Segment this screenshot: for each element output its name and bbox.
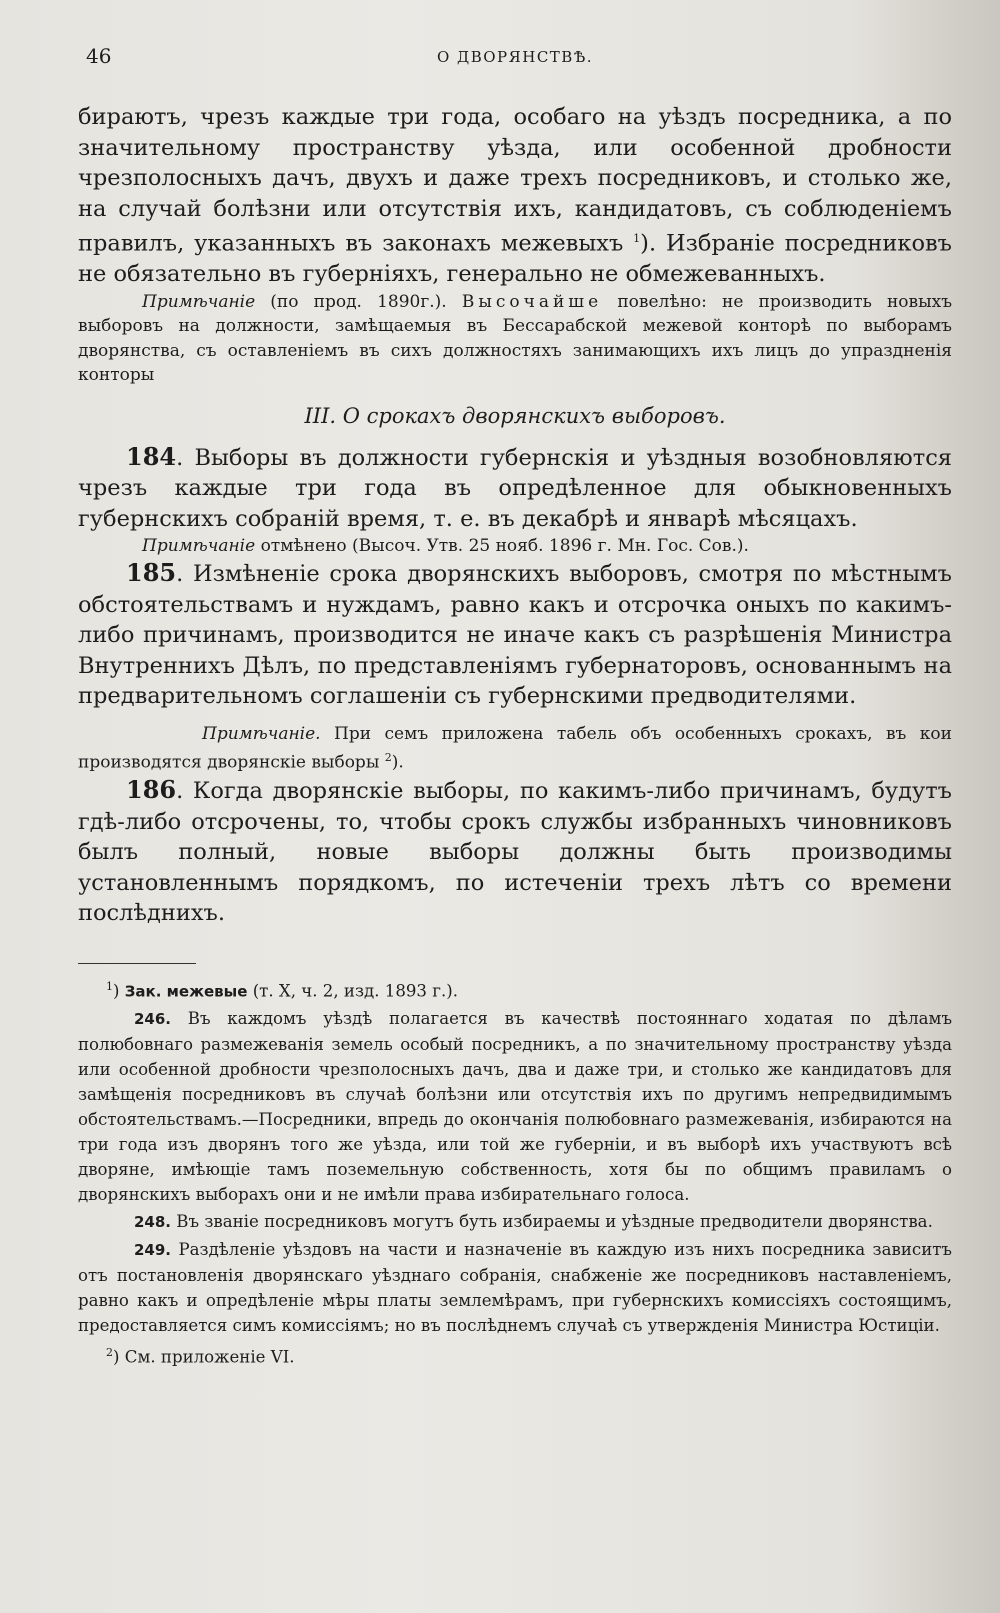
footnote-article-number: 248. xyxy=(134,1213,172,1232)
section-title: III. О срокахъ дворянскихъ выборовъ. xyxy=(304,403,726,428)
article-text: . Выборы въ должности губернскія и уѣздныя возобновляются чрезъ каждые три года въ опредѣленное для обыкновенныхъ губернскихъ собраній время, т. е. въ декабрѣ и январѣ мѣсяцахъ. xyxy=(78,444,952,532)
intro-end: . Избраніе посредниковъ не обязательно въ губерніяхъ, генерально не обмежеванныхъ. xyxy=(78,230,952,287)
footnote-article-246 xyxy=(78,1006,952,1207)
note-lead: Примѣчаніе. xyxy=(202,723,321,744)
footnote-ref-1[interactable]: 1 xyxy=(633,232,641,245)
article-186 xyxy=(78,775,952,929)
footnote-article-number: 249. xyxy=(134,1241,172,1260)
intro-paragraph xyxy=(78,102,952,290)
note-spaced-word: Высочайше xyxy=(461,291,603,312)
footnote-source: Зак. межевые xyxy=(124,982,248,1001)
note-end: ). xyxy=(391,752,404,773)
article-number: 184 xyxy=(126,441,177,471)
footnote-1 xyxy=(78,974,952,1005)
note-text: При семъ приложена табель объ особенныхъ срокахъ, въ кои производятся дворянскіе выборы xyxy=(78,723,952,773)
article-185 xyxy=(78,558,952,712)
footnote-article-number: 246. xyxy=(134,1010,172,1029)
intro-text: бираютъ, чрезъ каждые три года, особаго на уѣздъ посредника, а по значительному пространству уѣзда, или особенной дробности чрезполосныхъ дачъ, двухъ и даже трехъ посредниковъ, и столько же, на случай болѣзни или отсутствія ихъ, кандидатовъ, съ соблюденіемъ правилъ, указанныхъ въ законахъ межевыхъ xyxy=(78,104,952,257)
note-lead: Примѣчаніе xyxy=(142,536,256,556)
main-text xyxy=(78,102,952,929)
footnote-text: (т. X, ч. 2, изд. 1893 г.). xyxy=(252,981,458,1001)
page-header xyxy=(78,44,952,84)
footnote-ref-2[interactable]: 2 xyxy=(384,751,392,764)
note-lead: Примѣчаніе xyxy=(142,291,256,312)
note-text: отмѣнено (Высоч. Утв. 25 нояб. 1896 г. Мн. Гос. Сов.). xyxy=(260,536,749,556)
footnote-2 xyxy=(78,1340,952,1370)
intro-paren: ) xyxy=(640,230,649,257)
footnote-paren: ) xyxy=(113,981,125,1001)
note-185 xyxy=(78,722,952,776)
footnote-article-249 xyxy=(78,1237,952,1338)
footnote-mark: 2 xyxy=(106,1346,113,1360)
footnote-mark: 1 xyxy=(106,979,113,993)
note-text: повелѣно: не производить новыхъ выборовъ на должности, замѣщаемыя въ Бессарабской межевой конторѣ по выборамъ дворянства, съ оставленіемъ въ сихъ должностяхъ занимающихъ ихъ лицъ до упраздненія конторы xyxy=(78,291,953,385)
footnote-article-text: Въ званіе посредниковъ могутъ буть избираемы и уѣздные предводители дворянства. xyxy=(176,1212,933,1232)
footnote-article-text: Раздѣленіе уѣздовъ на части и назначеніе въ каждую изъ нихъ посредника зависитъ отъ постановленія дворянскаго уѣзднаго собранія, снабженіе же посредниковъ наставленіемъ, равно какъ и опредѣленіе мѣры платы землемѣрамъ, при губернскихъ комиссіяхъ состоящимъ, предоставляется симъ комиссіямъ; но въ послѣднемъ случаѣ съ утвержденія Министра Юстиціи. xyxy=(78,1240,952,1336)
running-head: О ДВОРЯНСТВѢ. xyxy=(436,48,594,66)
footnote-article-248 xyxy=(78,1209,952,1235)
note-1890 xyxy=(78,290,952,388)
article-number: 185 xyxy=(126,558,177,587)
note-ref: (по прод. 1890г.). xyxy=(270,291,447,312)
note-184 xyxy=(78,534,952,558)
article-number: 186 xyxy=(126,775,177,805)
article-184 xyxy=(78,442,952,535)
page-number: 46 xyxy=(86,44,112,68)
article-text: . Когда дворянскіе выборы, по какимъ-либо причинамъ, будутъ гдѣ-либо отсрочены, то, чтобы срокъ службы избранныхъ чиновниковъ былъ полный, новые выборы должны быть производимы установленнымъ порядкомъ, по истеченіи трехъ лѣтъ со времени послѣднихъ. xyxy=(78,778,952,927)
footnote-article-text: Въ каждомъ уѣздѣ полагается въ качествѣ постояннаго ходатая по дѣламъ полюбовнаго размежеванія земель особый посредникъ, а по значительному пространству уѣзда или особенной дробности чрезполосныхъ дачъ, два и даже три, и столько же кандидатовъ для замѣщенія посредниковъ въ случаѣ болѣзни или отсутствія ихъ по другимъ непредвидимымъ обстоятельствамъ.—Посредники, впредь до окончанія полюбовнаго размежеванія, избираются на три года изъ дворянъ того же уѣзда, или той же губерніи, и въ выборѣ ихъ участвуютъ всѣ дворяне, имѣющіе тамъ поземельную собственность, хотя бы по общимъ правиламъ о дворянскихъ выборахъ они и не имѣли права избирательнаго голоса. xyxy=(78,1009,953,1205)
footnote-divider xyxy=(78,963,196,964)
article-text: . Измѣненіе срока дворянскихъ выборовъ, смотря по мѣстнымъ обстоятельствамъ и нуждамъ, равно какъ и отсрочка оныхъ по какимъ-либо причинамъ, производится не иначе какъ съ разрѣшенія Министра Внутреннихъ Дѣлъ, по представленіямъ губернаторовъ, основаннымъ на предварительномъ соглашеніи съ губернскими предводителями. xyxy=(78,561,952,709)
footnote-text: ) См. приложеніе VI. xyxy=(113,1347,295,1367)
footnotes xyxy=(78,974,952,1370)
